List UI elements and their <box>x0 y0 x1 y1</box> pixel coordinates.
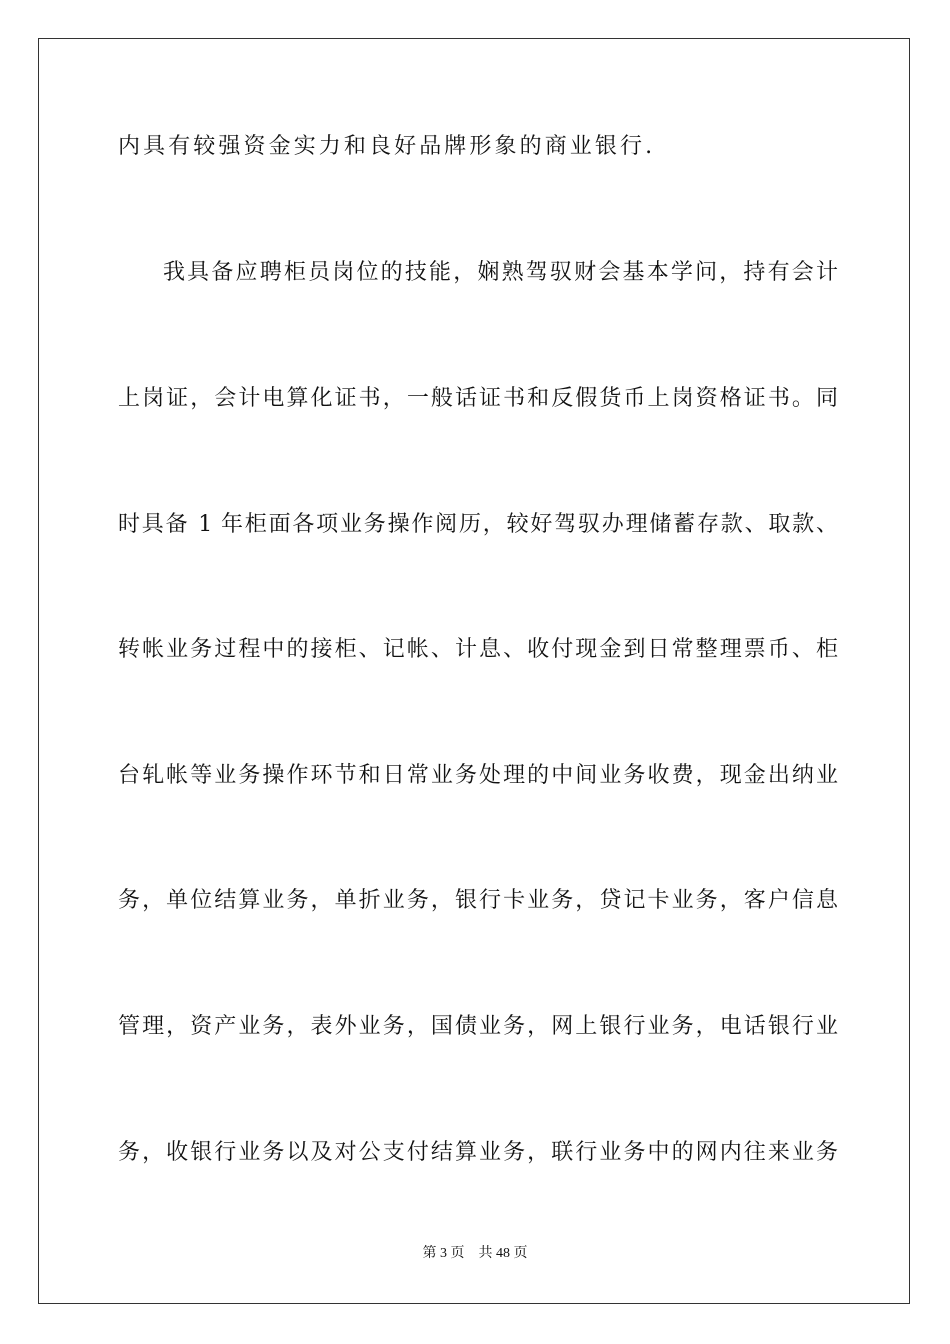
paragraph-line-9: 务，收银行业务以及对公支付结算业务，联行业务中的网内往来业务 <box>118 1140 838 1165</box>
total-pages: 共 48 页 <box>478 1246 528 1261</box>
paragraph-line-4: 时具备 1 年柜面各项业务操作阅历，较好驾驭办理储蓄存款、取款、 <box>118 512 838 537</box>
paragraph-line-7: 务，单位结算业务，单折业务，银行卡业务，贷记卡业务，客户信息 <box>118 888 838 913</box>
page-border <box>38 38 910 1304</box>
paragraph-line-2: 我具备应聘柜员岗位的技能，娴熟驾驭财会基本学问，持有会计 <box>163 260 838 285</box>
paragraph-line-5: 转帐业务过程中的接柜、记帐、计息、收付现金到日常整理票币、柜 <box>118 637 838 662</box>
page-footer <box>0 1244 950 1263</box>
page-number: 第 3 页 <box>422 1246 465 1261</box>
paragraph-line-8: 管理，资产业务，表外业务，国债业务，网上银行业务，电话银行业 <box>118 1014 838 1039</box>
paragraph-line-1: 内具有较强资金实力和良好品牌形象的商业银行. <box>118 134 656 159</box>
paragraph-line-6: 台轧帐等业务操作环节和日常业务处理的中间业务收费，现金出纳业 <box>118 763 838 788</box>
paragraph-line-3: 上岗证，会计电算化证书，一般话证书和反假货币上岗资格证书。同 <box>118 386 838 411</box>
